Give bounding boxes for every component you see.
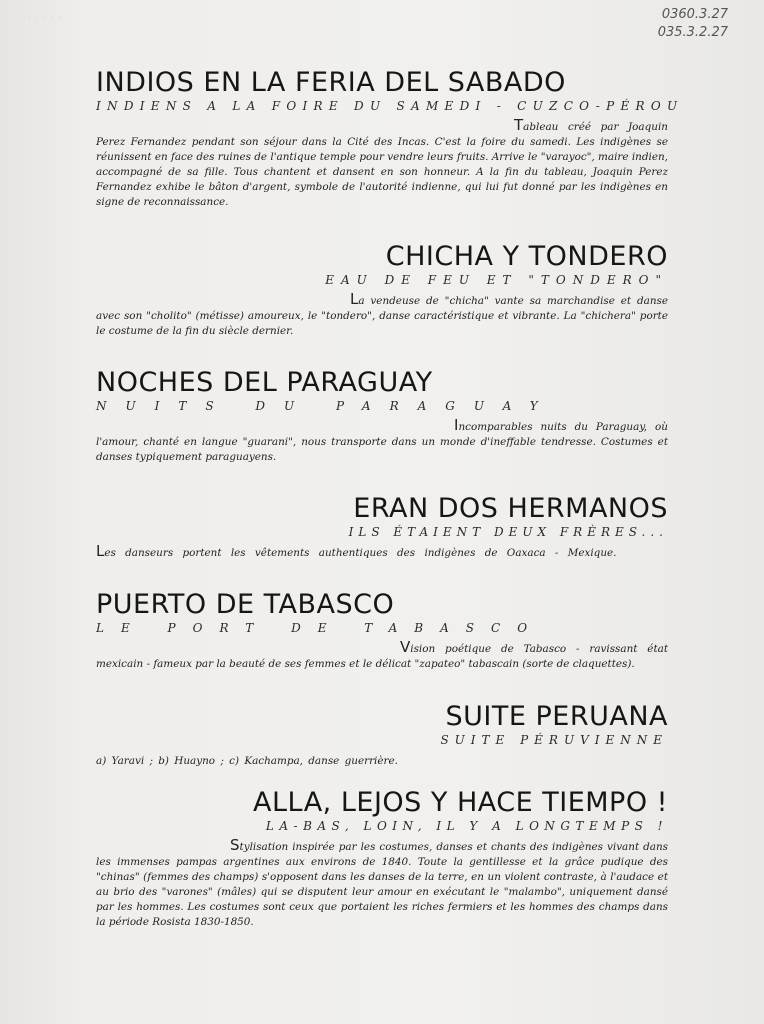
section-alla (96, 788, 668, 930)
section-title: INDIOS EN LA FERIA DEL SABADO (96, 67, 566, 98)
section-description (96, 836, 668, 930)
description-text: ableau créé par Joaquin Perez Fernandez pendant son séjour dans la Cité des Incas. C'est la foire du samedi. Les indigènes se réunissent en face des ruines de l'antique temple pour vendre leurs fruits. Arrive le "varayoc", maire indien, accompagné de sa fille. Tous chantent et dansent en son honneur. A la fin du tableau, Joaquin Perez Fernandez exhibe le bâton d'argent, symbole de l'autorité indienne, qui lui fut donné par les indigènes en signe de reconnaissance. (96, 121, 668, 208)
drop-cap: L (96, 542, 105, 560)
section-title: CHICHA Y TONDERO (385, 241, 668, 272)
section-description (96, 416, 668, 465)
section-subtitle: LA-BAS, LOIN, IL Y A LONGTEMPS ! (265, 819, 668, 833)
description-text: es danseurs portent les vêtements authentiques des indigènes de Oaxaca - Mexique. (104, 547, 617, 559)
section-chicha (96, 242, 668, 339)
section-subtitle: LE PORT DE TABASCO (96, 621, 545, 635)
archive-numbers (658, 6, 728, 42)
section-description (96, 542, 668, 561)
section-description (96, 290, 668, 339)
drop-cap: L (350, 290, 359, 308)
archive-number-1: 0360.3.27 (661, 7, 728, 22)
section-title: PUERTO DE TABASCO (96, 589, 395, 620)
section-tabasco (96, 590, 668, 672)
section-subtitle: SUITE PÉRUVIENNE (440, 733, 668, 747)
section-title: SUITE PERUANA (445, 701, 668, 732)
section-title: ERAN DOS HERMANOS (353, 493, 668, 524)
drop-cap: I (454, 416, 459, 434)
section-indios (96, 67, 684, 210)
description-text: a vendeuse de "chicha" vante sa marchandise et danse avec son "cholito" (métisse) amoureux, le "tondero", danse caractéristique et vibrante. La "chichera" porte le costume de la fin du siècle dernier. (96, 295, 668, 337)
faint-stamp: · · · · · (28, 14, 63, 24)
description-text: a) Yaravi ; b) Huayno ; c) Kachampa, danse guerrière. (96, 755, 398, 767)
section-description (96, 638, 668, 672)
drop-cap: T (514, 116, 524, 134)
section-description (96, 754, 668, 769)
description-text: ncomparables nuits du Paraguay, où l'amour, chanté en langue "guarani", nous transporte dans un monde d'ineffable tendresse. Costumes et danses typiquement paraguayens. (96, 421, 668, 463)
section-subtitle: ILS ÉTAIENT DEUX FRÈRES... (348, 525, 668, 539)
archive-number-2: 035.3.2.27 (657, 25, 728, 40)
section-title: NOCHES DEL PARAGUAY (96, 367, 433, 398)
section-subtitle: INDIENS A LA FOIRE DU SAMEDI - CUZCO-PÉROU (96, 99, 684, 113)
section-hermanos (96, 494, 668, 561)
drop-cap: V (400, 638, 411, 656)
section-subtitle: EAU DE FEU ET "TONDERO" (325, 273, 668, 287)
section-subtitle: NUITS DU PARAGUAY (96, 399, 557, 413)
section-suite (96, 702, 668, 769)
drop-cap: S (230, 836, 240, 854)
section-paraguay (96, 368, 668, 465)
section-title: ALLA, LEJOS Y HACE TIEMPO ! (253, 787, 668, 818)
description-text: tylisation inspirée par les costumes, danses et chants des indigènes vivant dans les immenses pampas argentines aux environs de 1840. Toute la gentillesse et la grâce pudique des "chinas" (femmes des champs) s'opposent dans les danses de la terre, en un violent contraste, à l'audace et au brio des "varones" (mâles) qui se disputent leur amour en exécutant le "malambo", uniquement dansé par les hommes. Les costumes sont ceux que portaient les riches fermiers et les hommes des champs dans la période Rosista 1830-1850. (96, 841, 668, 928)
description-text: ision poétique de Tabasco - ravissant état mexicain - fameux par la beauté de ses femmes et le délicat "zapateo" tabascain (sorte de claquettes). (96, 643, 668, 670)
section-description (96, 116, 668, 210)
